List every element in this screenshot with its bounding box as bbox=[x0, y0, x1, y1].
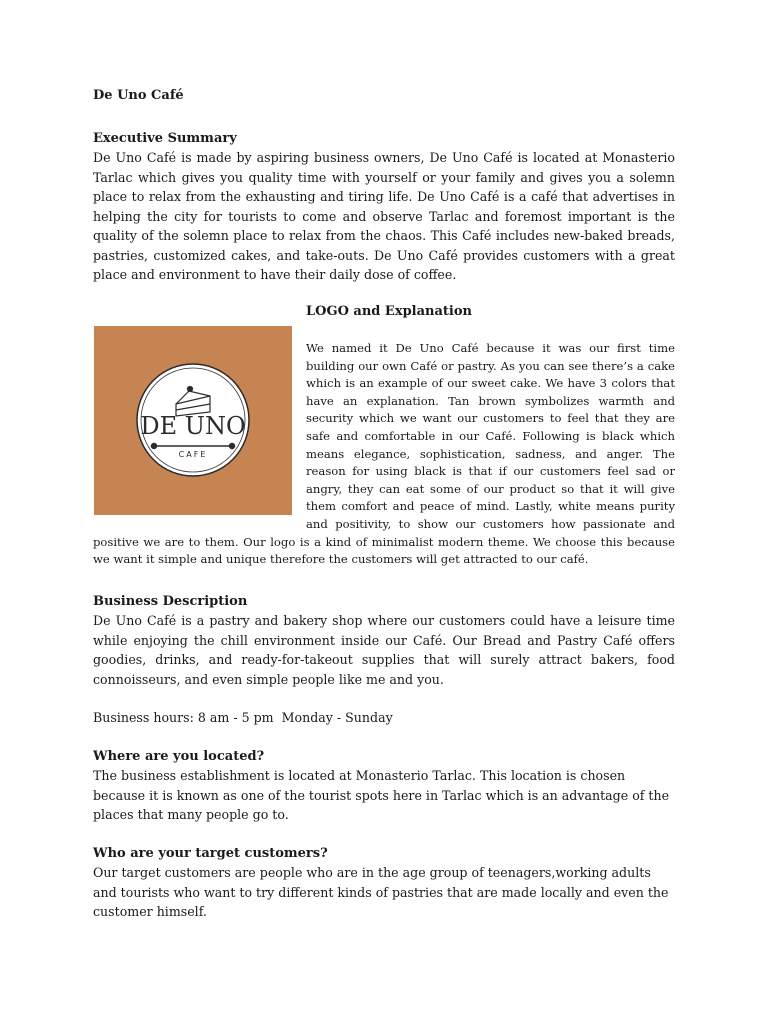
logo-main-text: DE UNO bbox=[140, 412, 246, 440]
document-title: De Uno Café bbox=[93, 88, 184, 103]
target-customers-body: Our target customers are people who are in the age group of teenagers,working adults and tourists who want to try different kinds of pastries that are made locally and even the customer himself. bbox=[93, 865, 669, 919]
executive-summary-body: De Uno Café is made by aspiring business owners, De Uno Café is located at Monasterio Tarlac which gives you quality time with yourself or your family and gives you a solemn place to relax from the exhausting and tiring life. De Uno Café is a café that advertises in helping the city for tourists to come and observe Tarlac and foremost important is the quality of the solemn place to relax from the chaos. This Café includes new-baked breads, pastries, customized cakes, and take-outs. De Uno Café provides customers with a great place and environment to have their daily dose of coffee. bbox=[93, 150, 675, 282]
logo-explanation-body: We named it De Uno Café because it was our first time building our own Café or pastry. As you can see there’s a cake which is an example of our sweet cake. We have 3 colors that have an explanation. Tan brown symbolizes warmth and security which we want our customers to feel that they are safe and comfortable in our Café. Following is black which means elegance, sophistication, sadness, and anger. The reason for using black is that if our customers feel sad or angry, they can eat some of our product so that it will give them comfort and peace of mind. Lastly, white means purity and positivity, to show our customers how passionate and positive we are to them. Our logo is a kind of minimalist modern theme. We choose this because we want it simple and unique therefore the customers will get attracted to our café. bbox=[93, 341, 675, 567]
executive-summary-heading: Executive Summary bbox=[93, 131, 237, 146]
business-description-body: De Uno Café is a pastry and bakery shop where our customers could have a leisure time while enjoying the chill environment inside our Café. Our Bread and Pastry Café offers goodies, drinks, and ready-for-takeout supplies that will surely attract bakers, food connoisseurs, and even simple people like me and you. bbox=[93, 613, 675, 687]
location-body: The business establishment is located at Monasterio Tarlac. This location is chosen because it is known as one of the tourist spots here in Tarlac which is an advantage of the places that many people go to. bbox=[93, 768, 670, 822]
location-heading: Where are you located? bbox=[93, 749, 265, 764]
logo-heading: LOGO and Explanation bbox=[306, 304, 472, 319]
target-customers-heading: Who are your target customers? bbox=[93, 846, 328, 861]
logo-float-spacer bbox=[93, 340, 306, 526]
business-hours: Business hours: 8 am - 5 pm Monday - Sunday bbox=[93, 710, 393, 725]
business-description-heading: Business Description bbox=[93, 594, 248, 609]
logo-sub-text: CAFE bbox=[178, 450, 208, 459]
